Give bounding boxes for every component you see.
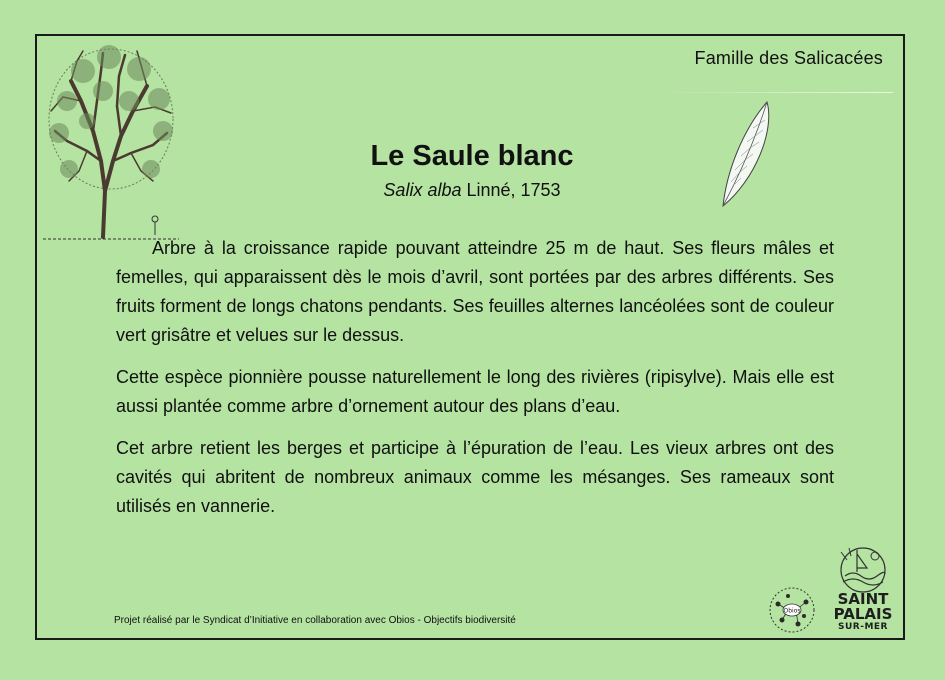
obios-logo-icon [768,586,816,634]
town-line-3: SUR-MER [838,622,888,632]
town-line-2: PALAIS [833,605,893,623]
saint-palais-logo [827,592,899,633]
info-panel [35,34,905,640]
paragraph-growth: Arbre à la croissance rapide pouvant atteindre 25 m de haut. Ses fleurs mâles et femelles, qui apparaissent dès le mois d’avril, sont portées par des arbres différents. Ses fruits forment de longs chatons pendants. Ses feuilles alternes lancéolées sont de couleur vert grisâtre et velues sur le dessus. [116,238,834,345]
paragraph-ecology: Cet arbre retient les berges et participe à l’épuration de l’eau. Les vieux arbres ont des cavités qui abritent de nombreux animaux comme les mésanges. Ses rameaux sont utilisés en vannerie. [116,438,834,516]
family-label: Famille des Salicacées [694,48,883,68]
paragraph-habitat: Cette espèce pionnière pousse naturellement le long des rivières (ripisylve). Mais elle est aussi plantée comme arbre d’ornement autour des plans d’eau. [116,367,834,416]
page-title: Le Saule blanc [370,140,574,172]
taxon-author: Linné, 1753 [466,180,561,200]
family-divider [653,92,893,93]
latin-name: Salix alba [383,180,462,200]
description [116,234,834,534]
obios-logo-text: Obios [783,607,801,615]
town-line-1: SAINT [837,590,889,608]
project-credit: Projet réalisé par le Syndicat d’Initiative en collaboration avec Obios - Objectifs biodiversité [114,615,516,626]
scientific-name [37,180,907,201]
